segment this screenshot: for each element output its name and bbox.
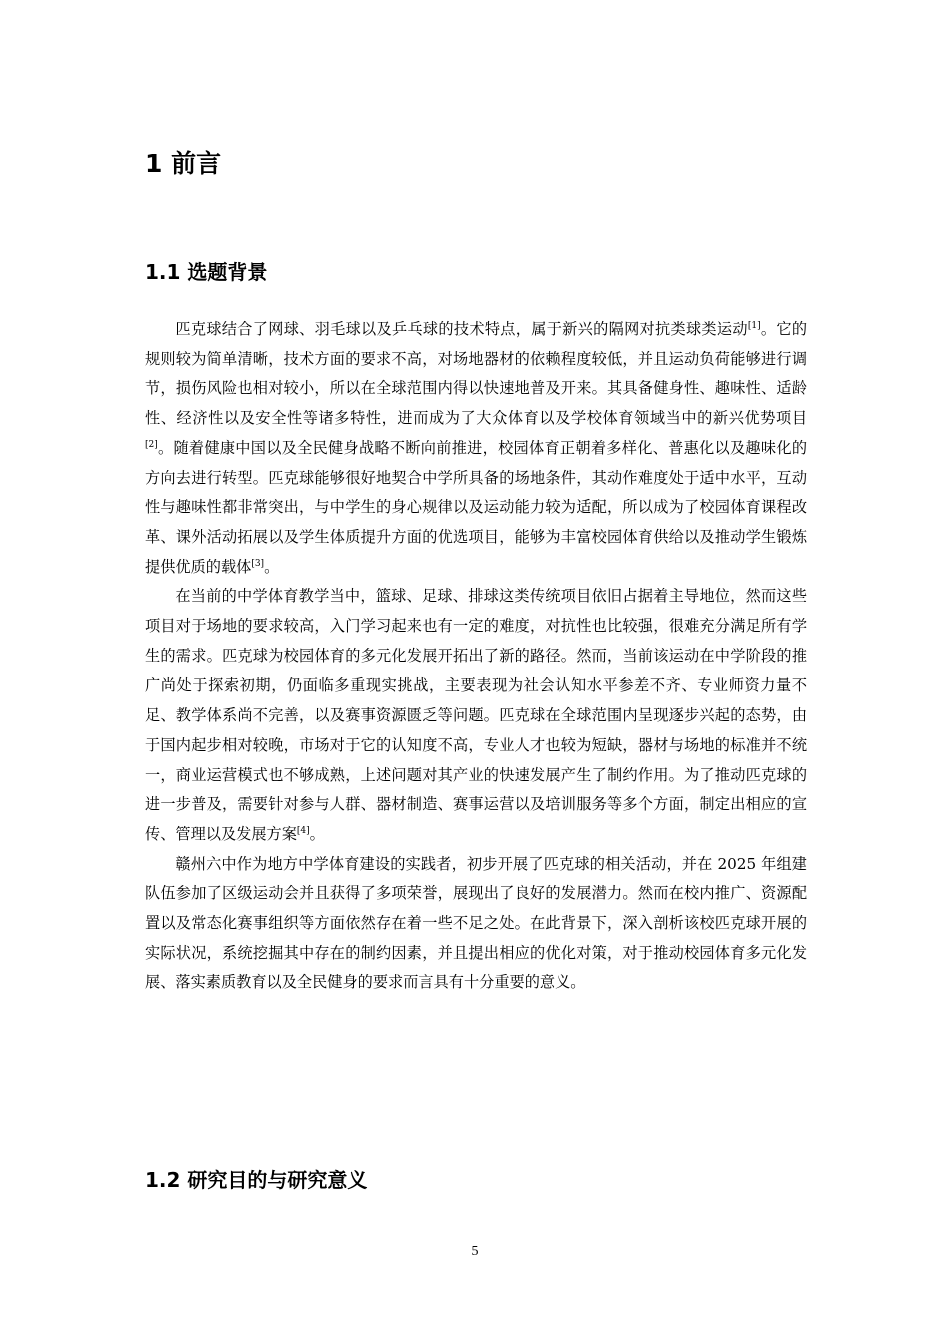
- citation-ref: [4]: [296, 825, 310, 836]
- paragraph-text: 赣州六中作为地方中学体育建设的实践者，初步开展了匹克球的相关活动，并在 2025 年组建队伍参加了区级运动会并且获得了多项荣誉，展现出了良好的发展潜力。然而在校内推广、资源配置以及常态化赛事组织等方面依然存在着一些不足之处。在此背景下，深入剖析该校匹克球开展的实际状况，系统挖掘其中存在的制约因素，并且提出相应的优化对策，对于推动校园体育多元化发展、落实素质教育以及全民健身的要求而言具有十分重要的意义。: [145, 854, 807, 992]
- paragraph-1: [145, 315, 807, 582]
- paragraph-text: 。: [309, 824, 325, 843]
- section-heading-background: 1.1 选题背景: [145, 260, 268, 284]
- section-heading-purpose: 1.2 研究目的与研究意义: [145, 1168, 368, 1192]
- citation-ref: [3]: [251, 558, 265, 569]
- body-text: [145, 315, 807, 998]
- chapter-heading: 1 前言: [145, 149, 222, 178]
- page-number: 5: [471, 1244, 479, 1259]
- paragraph-text: 在当前的中学体育教学当中，篮球、足球、排球这类传统项目依旧占据着主导地位，然而这些项目对于场地的要求较高，入门学习起来也有一定的难度，对抗性也比较强，很难充分满足所有学生的需求。匹克球为校园体育的多元化发展开拓出了新的路径。然而，当前该运动在中学阶段的推广尚处于探索初期，仍面临多重现实挑战，主要表现为社会认知水平参差不齐、专业师资力量不足、教学体系尚不完善，以及赛事资源匮乏等问题。匹克球在全球范围内呈现逐步兴起的态势，由于国内起步相对较晚，市场对于它的认知度不高，专业人才也较为短缺，器材与场地的标准并不统一，商业运营模式也不够成熟，上述问题对其产业的快速发展产生了制约作用。为了推动匹克球的进一步普及，需要针对参与人群、器材制造、赛事运营以及培训服务等多个方面，制定出相应的宣传、管理以及发展方案: [145, 587, 807, 843]
- paragraph-2: [145, 582, 807, 849]
- paragraph-text: 匹克球结合了网球、羽毛球以及乒乓球的技术特点，属于新兴的隔网对抗类球类运动: [175, 320, 748, 338]
- citation-ref: [2]: [145, 439, 158, 450]
- paragraph-text: 。它的规则较为简单清晰，技术方面的要求不高，对场地器材的依赖程度较低，并且运动负荷能够进行调节，损伤风险也相对较小，所以在全球范围内得以快速地普及开来。其具备健身性、趣味性、适龄性、经济性以及安全性等诸多特性，进而成为了大众体育以及学校体育领域当中的新兴优势项目: [145, 320, 808, 428]
- paragraph-3: [145, 850, 807, 999]
- paragraph-text: 。随着健康中国以及全民健身战略不断向前推进，校园体育正朝着多样化、普惠化以及趣味化的方向去进行转型。匹克球能够很好地契合中学所具备的场地条件，其动作难度处于适中水平，互动性与趣味性都非常突出，与中学生的身心规律以及运动能力较为适配，所以成为了校园体育课程改革、课外活动拓展以及学生体质提升方面的优选项目，能够为丰富校园体育供给以及推动学生锻炼提供优质的载体: [145, 438, 807, 576]
- paragraph-text: 。: [264, 557, 280, 576]
- citation-ref: [1]: [747, 321, 761, 331]
